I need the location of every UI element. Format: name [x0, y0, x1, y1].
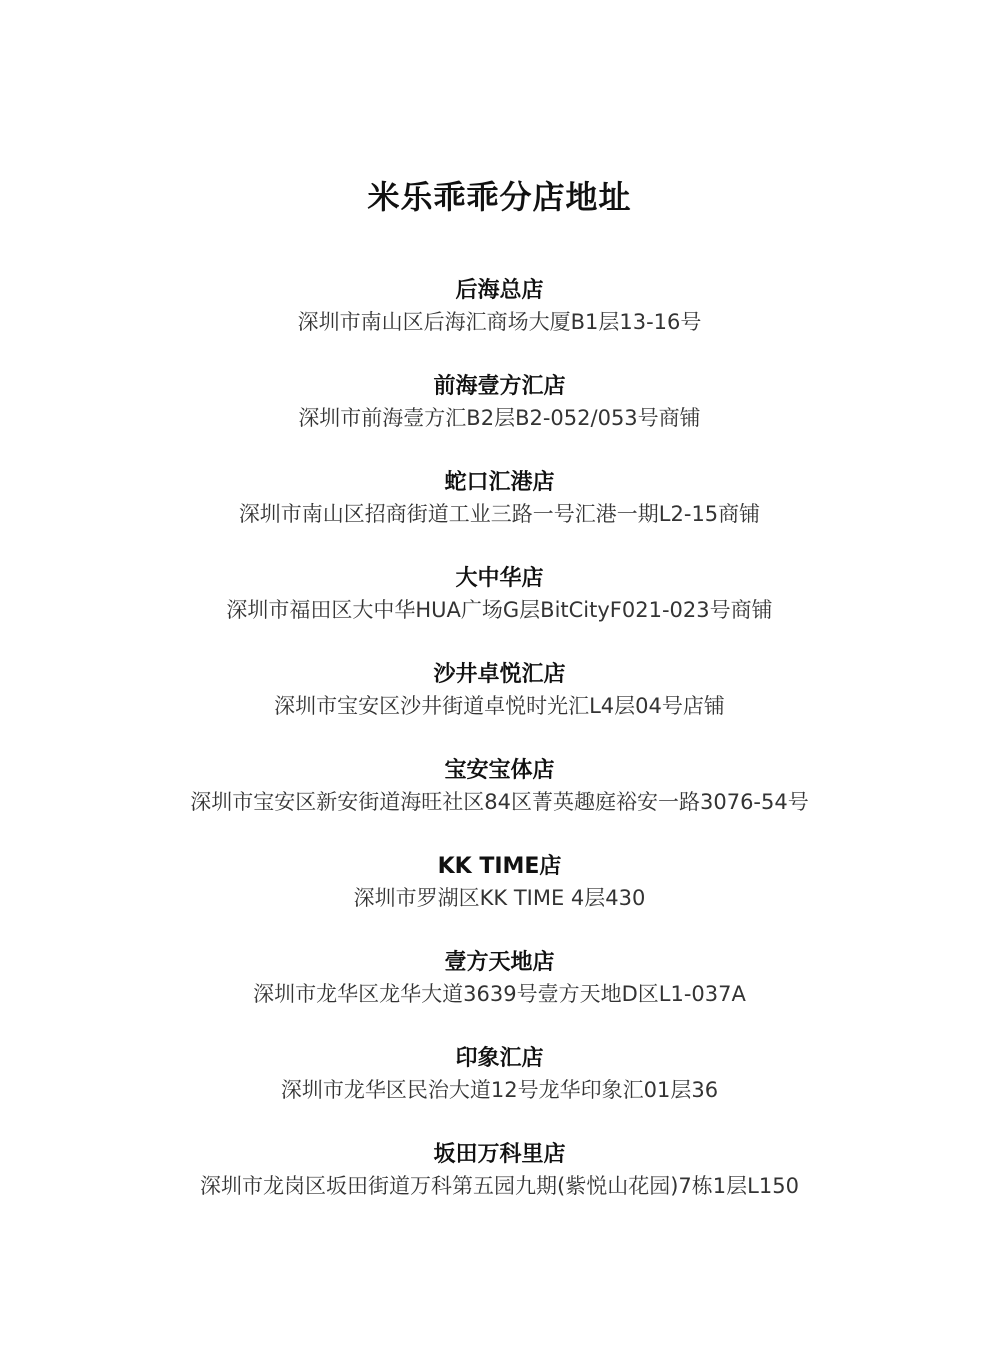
store-item-qianhai	[0, 372, 999, 468]
store-name: 宝安宝体店	[444, 758, 555, 783]
store-name: 后海总店	[455, 278, 544, 303]
store-address: 深圳市龙华区龙华大道3639号壹方天地D区L1-037A	[253, 982, 746, 1006]
store-address: 深圳市宝安区新安街道海旺社区84区菁英趣庭裕安一路3076-54号	[190, 790, 809, 814]
store-address: 深圳市龙华区民治大道12号龙华印象汇01层36	[280, 1078, 719, 1102]
page-title: 米乐乖乖分店地址	[367, 178, 632, 216]
store-name: 坂田万科里店	[433, 1142, 566, 1167]
store-item-shajing	[0, 660, 999, 756]
store-name: 壹方天地店	[444, 950, 555, 975]
store-name: 印象汇店	[455, 1046, 544, 1071]
store-list	[0, 276, 999, 1236]
store-address: 深圳市南山区招商街道工业三路一号汇港一期L2-15商铺	[238, 502, 761, 526]
store-name: 沙井卓悦汇店	[433, 662, 566, 687]
store-address: 深圳市南山区后海汇商场大厦B1层13-16号	[297, 310, 702, 334]
store-address: 深圳市罗湖区KK TIME 4层430	[353, 886, 646, 910]
store-item-bantian	[0, 1140, 999, 1236]
store-item-kktime	[0, 852, 999, 948]
store-item-yinxianghui	[0, 1044, 999, 1140]
store-item-yifangtiandi	[0, 948, 999, 1044]
store-item-houhai	[0, 276, 999, 372]
store-name: 蛇口汇港店	[444, 470, 555, 495]
store-name: 大中华店	[455, 566, 544, 591]
store-address: 深圳市宝安区沙井街道卓悦时光汇L4层04号店铺	[274, 694, 725, 718]
store-item-shekou	[0, 468, 999, 564]
store-address: 深圳市前海壹方汇B2层B2-052/053号商铺	[298, 406, 701, 430]
store-address: 深圳市龙岗区坂田街道万科第五园九期(紫悦山花园)7栋1层L150	[200, 1174, 799, 1198]
store-item-dazhonghua	[0, 564, 999, 660]
store-name: 前海壹方汇店	[433, 374, 566, 399]
store-name: KK TIME店	[437, 854, 562, 879]
store-address: 深圳市福田区大中华HUA广场G层BitCityF021-023号商铺	[226, 598, 773, 622]
store-item-baoti	[0, 756, 999, 852]
